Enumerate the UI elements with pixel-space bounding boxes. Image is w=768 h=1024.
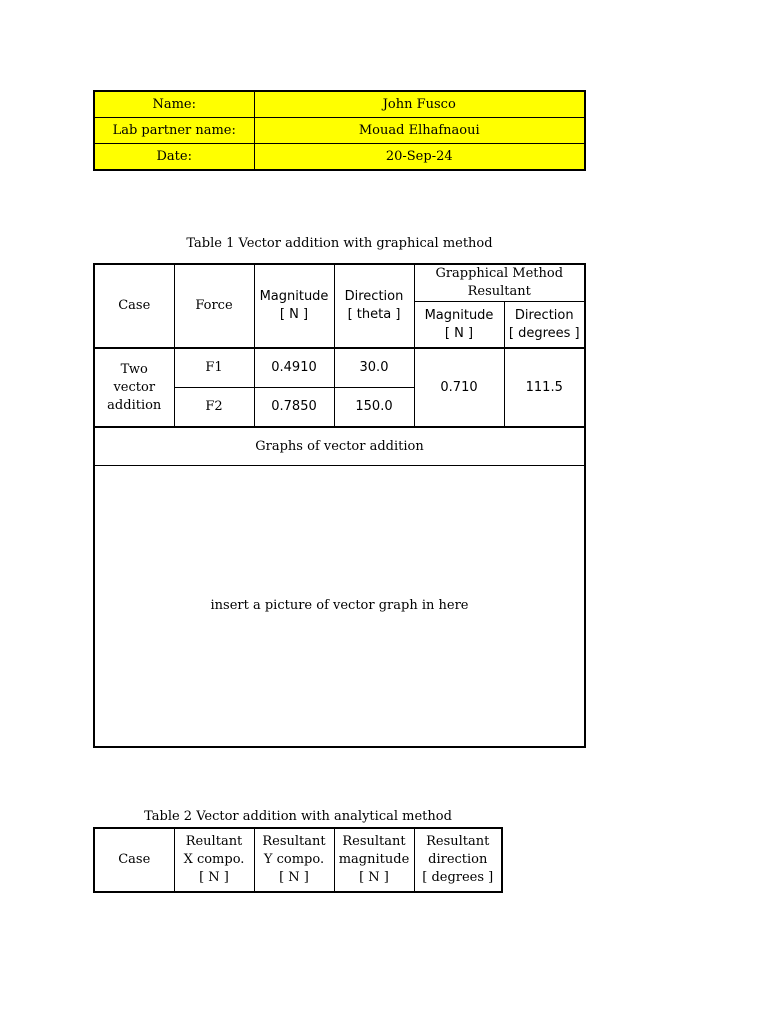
table1-header-row-1	[94, 264, 585, 302]
resultant-y-header	[254, 828, 334, 892]
force-cell[interactable]: F2	[174, 388, 254, 428]
resultant-magnitude-header-2	[334, 828, 414, 892]
case-cell	[94, 348, 174, 427]
resultant-group-header-text: Grapphical Method Resultant	[435, 266, 564, 300]
partner-value[interactable]: Mouad Elhafnaoui	[254, 118, 585, 144]
graphs-header: Graphs of vector addition	[94, 427, 585, 466]
case-header-text: Case	[118, 298, 151, 313]
table-row	[94, 348, 585, 388]
direction-cell[interactable]: 150.0	[334, 388, 414, 428]
resultant-direction-header	[504, 302, 585, 348]
resultant-direction-header-text: Direction [ degrees ]	[508, 307, 580, 341]
table1-caption: Table 1 Vector addition with graphical method	[186, 236, 493, 251]
force-cell[interactable]: F1	[174, 348, 254, 388]
resultant-y-header-text: Resultant Y compo. [ N ]	[262, 834, 326, 885]
table2-analytical-method	[93, 827, 503, 893]
direction-header	[334, 264, 414, 348]
date-row	[94, 144, 585, 171]
date-value[interactable]: 20-Sep-24	[254, 144, 585, 171]
graph-placeholder-row	[94, 466, 585, 748]
direction-header-text: Direction [ theta ]	[344, 289, 404, 322]
table2-caption: Table 2 Vector addition with analytical method	[144, 809, 452, 824]
name-label: Name:	[94, 91, 254, 118]
name-row	[94, 91, 585, 118]
resultant-direction-header-2	[414, 828, 502, 892]
magnitude-header	[254, 264, 334, 348]
graph-placeholder[interactable]: insert a picture of vector graph in here	[94, 466, 585, 748]
magnitude-cell[interactable]: 0.4910	[254, 348, 334, 388]
resultant-magnitude-header-text: Magnitude [ N ]	[424, 307, 494, 341]
force-header	[174, 264, 254, 348]
graphs-header-row	[94, 427, 585, 466]
table1-graphical-method	[93, 263, 586, 748]
resultant-group-header	[414, 264, 585, 302]
resultant-direction-cell[interactable]: 111.5	[504, 348, 585, 427]
case-header	[94, 264, 174, 348]
magnitude-cell[interactable]: 0.7850	[254, 388, 334, 428]
case-cell-text: Two vector addition	[107, 361, 162, 413]
direction-cell[interactable]: 30.0	[334, 348, 414, 388]
resultant-magnitude-header	[414, 302, 504, 348]
student-info-table	[93, 90, 586, 171]
resultant-x-header-text: Reultant X compo. [ N ]	[183, 834, 245, 885]
name-value[interactable]: John Fusco	[254, 91, 585, 118]
force-header-text: Force	[195, 298, 233, 313]
resultant-x-header	[174, 828, 254, 892]
partner-label: Lab partner name:	[94, 118, 254, 144]
resultant-magnitude-header-2-text: Resultant magnitude [ N ]	[338, 834, 410, 885]
magnitude-header-text: Magnitude [ N ]	[259, 289, 329, 322]
date-label: Date:	[94, 144, 254, 171]
partner-row	[94, 118, 585, 144]
table2-header-row	[94, 828, 502, 892]
resultant-magnitude-cell[interactable]: 0.710	[414, 348, 504, 427]
resultant-direction-header-2-text: Resultant direction [ degrees ]	[422, 834, 494, 885]
table2-case-header: Case	[94, 828, 174, 892]
